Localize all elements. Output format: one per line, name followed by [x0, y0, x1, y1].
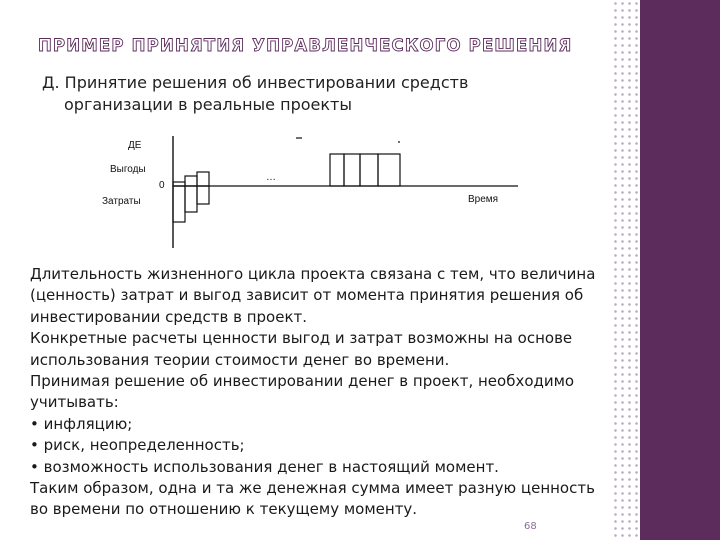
body-text — [30, 264, 628, 521]
investment-cashflow-diagram — [90, 128, 530, 252]
bullet-item: • инфляцию; — [30, 414, 133, 433]
benefit-bar — [197, 172, 209, 186]
body-line: Конкретные расчеты ценности выгод и затрат возможны на основе — [30, 329, 573, 348]
cost-bar — [173, 186, 185, 222]
decorative-sidebar — [640, 0, 720, 540]
ellipsis-mark: … — [266, 172, 276, 183]
subtitle-line-1: Д. Принятие решения об инвестировании средств — [42, 73, 469, 92]
benefit-bar — [360, 154, 378, 186]
label-zero: 0 — [159, 180, 165, 191]
body-line: Таким образом, одна и та же денежная сумма имеет разную ценность — [30, 479, 595, 498]
body-line: инвестировании средств в проект. — [30, 307, 308, 326]
cost-bar — [185, 186, 197, 212]
label-time: Время — [468, 194, 499, 205]
benefit-bar — [378, 154, 400, 186]
benefit-bar — [330, 154, 344, 186]
body-line: учитывать: — [30, 393, 119, 412]
subtitle-line-2: организации в реальные проекты — [64, 95, 352, 114]
slide-subtitle — [42, 72, 582, 116]
body-line: использования теории стоимости денег во времени. — [30, 350, 450, 369]
slide-title: ПРИМЕР ПРИНЯТИЯ УПРАВЛЕНЧЕСКОГО РЕШЕНИЯ — [38, 36, 573, 55]
bullet-item: • риск, неопределенность; — [30, 436, 245, 455]
benefit-bar — [173, 182, 185, 186]
cost-bar — [197, 186, 209, 204]
body-line: (ценность) затрат и выгод зависит от момента принятия решения об — [30, 286, 584, 305]
body-line: Длительность жизненного цикла проекта связана с тем, что величина — [30, 265, 596, 283]
body-line: Принимая решение об инвестировании денег в проект, необходимо — [30, 372, 575, 391]
label-de: ДЕ — [128, 140, 142, 151]
label-benefits: Выгоды — [110, 164, 146, 175]
page-number: 68 — [524, 521, 537, 532]
label-costs: Затраты — [102, 196, 141, 207]
bullet-item: • возможность использования денег в настоящий момент. — [30, 457, 499, 476]
body-line: во времени по отношению к текущему моменту. — [30, 500, 418, 519]
benefit-bar — [344, 154, 360, 186]
benefit-bar — [185, 176, 197, 186]
